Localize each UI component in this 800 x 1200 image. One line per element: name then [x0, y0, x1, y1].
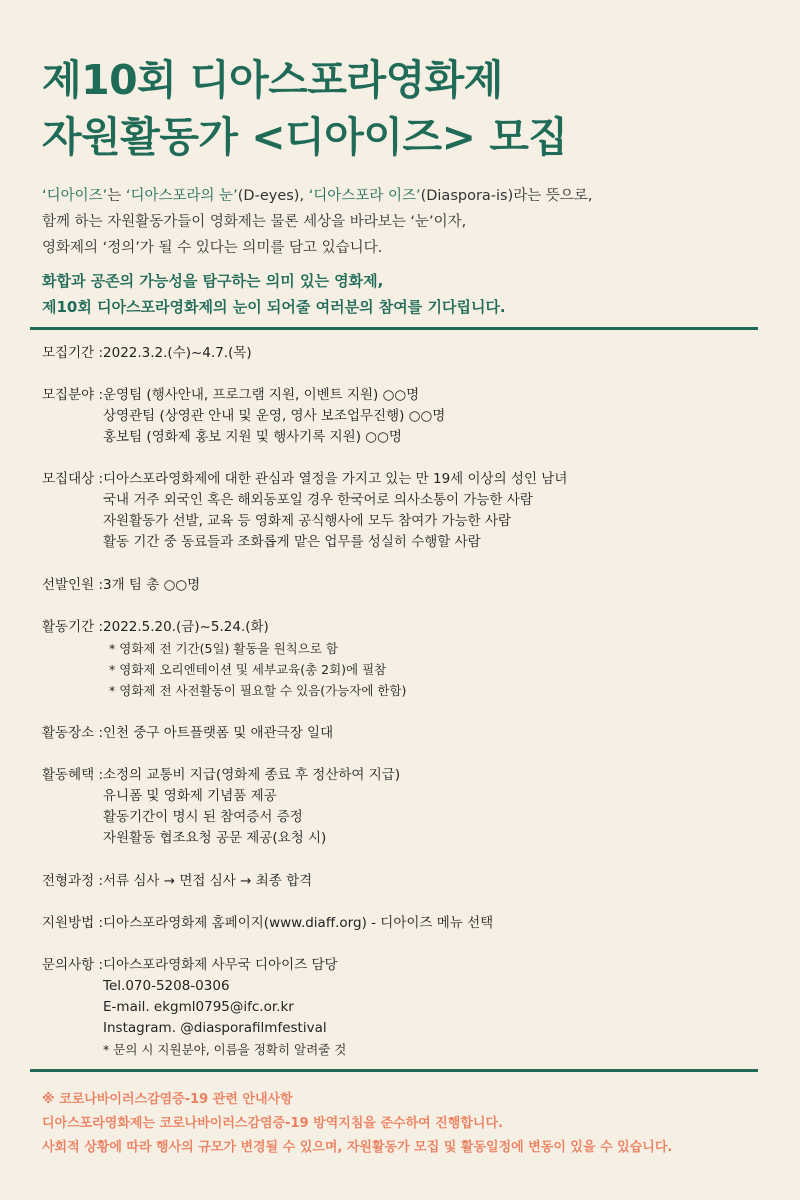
period-value: 2022.3.2.(수)~4.7.(목) [103, 345, 252, 361]
process-label: 전형과정 : [42, 873, 104, 889]
covid-line-2: 사회적 상황에 따라 행사의 규모가 변경될 수 있으며, 자원활동가 모집 및 활동일정에 변동이 있을 수 있습니다. [42, 1140, 673, 1155]
intro-text-1: 는 [107, 188, 126, 204]
contact-label: 문의사항 : [42, 957, 104, 973]
apply-value: 디아스포라영화제 홈페이지(www.diaff.org) - 디아이즈 메뉴 선택 [103, 915, 494, 931]
field-section [42, 385, 762, 448]
highlight-paragraph [42, 268, 506, 320]
place-value: 인천 중구 아트플랫폼 및 애관극장 일대 [103, 725, 334, 741]
covid-title: ※ 코로나바이러스감염증-19 관련 안내사항 [42, 1092, 293, 1107]
top-divider [30, 327, 758, 330]
field-line: 홍보팀 (영화제 홍보 지원 및 행사기록 지원) ○○명 [103, 429, 402, 445]
contact-email: E-mail. ekgml0795@ifc.or.kr [103, 999, 294, 1015]
place-label: 활동장소 : [42, 725, 104, 741]
field-line: 상영관팀 (상영관 안내 및 운영, 영사 보조업무진행) ○○명 [103, 408, 446, 424]
period-label: 모집기간 : [42, 345, 104, 361]
apply-label: 지원방법 : [42, 915, 104, 931]
intro-paragraph [42, 183, 593, 261]
intro-quote-dieyes: ‘디아이즈’ [42, 188, 108, 204]
contact-instagram: Instagram. @diasporafilmfestival [103, 1020, 327, 1036]
benefit-line: 자원활동 협조요청 공문 제공(요청 시) [103, 830, 327, 846]
activity-label: 활동기간 : [42, 619, 104, 635]
target-line: 활동 기간 중 동료들과 조화롭게 맡은 업무를 성실히 수행할 사람 [103, 534, 481, 550]
intro-line-3: 영화제의 ‘정의’가 될 수 있다는 의미를 담고 있습니다. [42, 240, 383, 256]
activity-value: 2022.5.20.(금)~5.24.(화) [103, 619, 269, 635]
contact-phone: Tel.070-5208-0306 [103, 978, 230, 994]
headcount-label: 선발인원 : [42, 577, 104, 593]
contact-line: 디아스포라영화제 사무국 디아이즈 담당 [103, 957, 338, 973]
process-section [42, 871, 762, 892]
headcount-value: 3개 팀 총 ○○명 [103, 577, 201, 593]
bottom-divider [30, 1069, 758, 1072]
page-title [42, 52, 567, 166]
place-section [42, 723, 762, 744]
headcount-section [42, 575, 762, 596]
field-label: 모집분야 : [42, 387, 104, 403]
field-line: 운영팀 (행사안내, 프로그램 지원, 이벤트 지원) ○○명 [103, 387, 420, 403]
covid-line-1: 디아스포라영화제는 코로나바이러스감염증-19 방역지침을 준수하여 진행합니다. [42, 1116, 503, 1131]
activity-note: * 영화제 전 기간(5일) 활동을 원칙으로 함 [109, 641, 338, 656]
target-line: 자원활동가 선발, 교육 등 영화제 공식행사에 모두 참여가 가능한 사람 [103, 513, 512, 529]
intro-line-1 [42, 183, 593, 209]
benefit-line: 소정의 교통비 지급(영화제 종료 후 정산하여 지급) [103, 767, 401, 783]
period-section [42, 343, 762, 364]
highlight-line-2: 제10회 디아스포라영화제의 눈이 되어줄 여러분의 참여를 기다립니다. [42, 298, 506, 316]
apply-section [42, 913, 762, 934]
intro-text-3: (Diaspora-is)라는 뜻으로, [420, 188, 593, 204]
activity-note: * 영화제 오리엔테이션 및 세부교육(총 2회)에 필참 [109, 662, 387, 677]
intro-quote-is: ‘디아스포라 이즈’ [308, 188, 421, 204]
title-line-1: 제10회 디아스포라영화제 [42, 56, 503, 104]
target-section [42, 469, 762, 553]
target-line: 디아스포라영화제에 대한 관심과 열정을 가지고 있는 만 19세 이상의 성인 남녀 [103, 471, 568, 487]
target-line: 국내 거주 외국인 혹은 해외동포일 경우 한국어로 의사소통이 가능한 사람 [103, 492, 533, 508]
title-line-2: 자원활동가 <디아이즈> 모집 [42, 113, 568, 161]
intro-quote-eye: ‘디아스포라의 눈’ [125, 188, 238, 204]
benefit-line: 유니폼 및 영화제 기념품 제공 [103, 788, 277, 804]
contact-note: * 문의 시 지원분야, 이름을 정확히 알려줄 것 [103, 1042, 347, 1057]
highlight-line-1: 화합과 공존의 가능성을 탐구하는 의미 있는 영화제, [42, 272, 384, 290]
process-value: 서류 심사 → 면접 심사 → 최종 합격 [103, 873, 313, 889]
activity-note: * 영화제 전 사전활동이 필요할 수 있음(가능자에 한함) [109, 683, 407, 698]
intro-text-2: (D-eyes), [237, 188, 309, 204]
covid-notice [42, 1088, 672, 1160]
benefit-label: 활동혜택 : [42, 767, 104, 783]
benefit-line: 활동기간이 명시 된 참여증서 증정 [103, 809, 303, 825]
contact-section [42, 955, 762, 1060]
target-label: 모집대상 : [42, 471, 104, 487]
benefit-section [42, 765, 762, 849]
intro-line-2: 함께 하는 자원활동가들이 영화제는 물론 세상을 바라보는 ‘눈’이자, [42, 214, 467, 230]
activity-section [42, 617, 762, 701]
